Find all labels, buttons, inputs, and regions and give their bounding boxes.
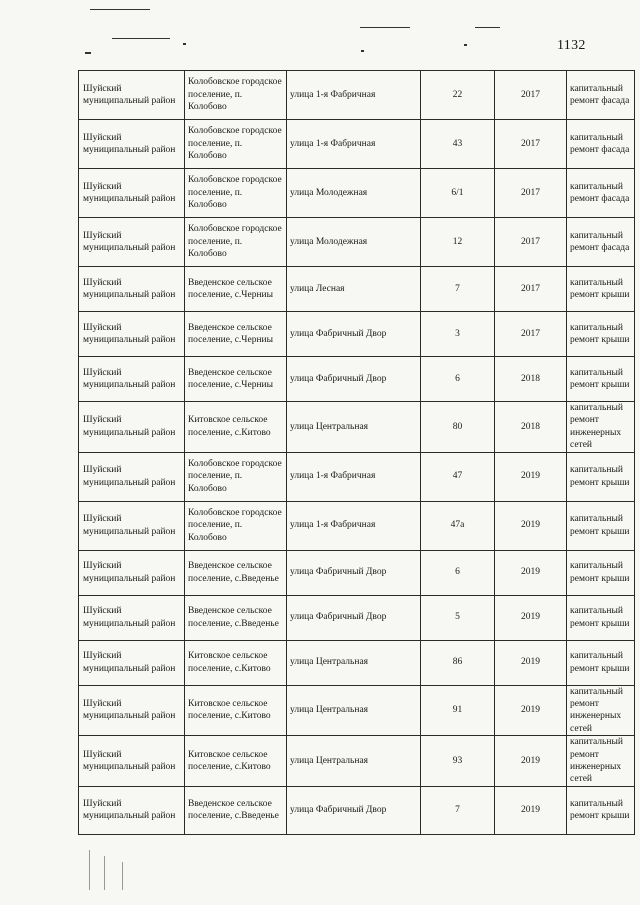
table-row bbox=[79, 640, 635, 685]
house-number-cell: 6 bbox=[421, 357, 495, 402]
year-cell: 2019 bbox=[495, 595, 567, 640]
work-type-cell: капитальный ремонт крыши bbox=[567, 640, 635, 685]
scan-artifact-dot bbox=[183, 43, 186, 45]
street-cell: улица Центральная bbox=[287, 640, 421, 685]
table-row bbox=[79, 169, 635, 218]
year-cell: 2019 bbox=[495, 786, 567, 834]
district-cell: Шуйский муниципальный район bbox=[79, 685, 185, 736]
year-cell: 2017 bbox=[495, 312, 567, 357]
street-cell: улица 1-я Фабричная bbox=[287, 71, 421, 120]
district-cell: Шуйский муниципальный район bbox=[79, 357, 185, 402]
settlement-cell: Введенское сельское поселение, с.Введенье bbox=[185, 595, 287, 640]
district-cell: Шуйский муниципальный район bbox=[79, 71, 185, 120]
work-type-cell: капитальный ремонт крыши bbox=[567, 595, 635, 640]
district-cell: Шуйский муниципальный район bbox=[79, 120, 185, 169]
district-cell: Шуйский муниципальный район bbox=[79, 640, 185, 685]
street-cell: улица Фабричный Двор bbox=[287, 550, 421, 595]
table-row bbox=[79, 685, 635, 736]
scan-artifact-line bbox=[89, 850, 90, 890]
year-cell: 2017 bbox=[495, 120, 567, 169]
settlement-cell: Введенское сельское поселение, с.Черниы bbox=[185, 312, 287, 357]
house-number-cell: 22 bbox=[421, 71, 495, 120]
work-type-cell: капитальный ремонт крыши bbox=[567, 357, 635, 402]
street-cell: улица 1-я Фабричная bbox=[287, 501, 421, 550]
house-number-cell: 47 bbox=[421, 452, 495, 501]
table-row bbox=[79, 218, 635, 267]
housing-repair-table bbox=[78, 70, 635, 835]
year-cell: 2019 bbox=[495, 452, 567, 501]
work-type-cell: капитальный ремонт крыши bbox=[567, 452, 635, 501]
table-row bbox=[79, 120, 635, 169]
year-cell: 2018 bbox=[495, 357, 567, 402]
scan-artifact-line bbox=[112, 38, 170, 39]
district-cell: Шуйский муниципальный район bbox=[79, 218, 185, 267]
scan-artifact-line bbox=[360, 27, 410, 28]
scan-artifact-line bbox=[104, 856, 105, 890]
street-cell: улица 1-я Фабричная bbox=[287, 120, 421, 169]
work-type-cell: капитальный ремонт инженерных сетей bbox=[567, 685, 635, 736]
house-number-cell: 91 bbox=[421, 685, 495, 736]
district-cell: Шуйский муниципальный район bbox=[79, 267, 185, 312]
table-row bbox=[79, 595, 635, 640]
street-cell: улица Молодежная bbox=[287, 218, 421, 267]
house-number-cell: 80 bbox=[421, 402, 495, 453]
settlement-cell: Введенское сельское поселение, с.Введенье bbox=[185, 786, 287, 834]
settlement-cell: Введенское сельское поселение, с.Черниы bbox=[185, 267, 287, 312]
year-cell: 2019 bbox=[495, 501, 567, 550]
work-type-cell: капитальный ремонт крыши bbox=[567, 312, 635, 357]
year-cell: 2017 bbox=[495, 71, 567, 120]
house-number-cell: 86 bbox=[421, 640, 495, 685]
settlement-cell: Колобовское городское поселение, п. Колобово bbox=[185, 169, 287, 218]
district-cell: Шуйский муниципальный район bbox=[79, 550, 185, 595]
settlement-cell: Колобовское городское поселение, п. Колобово bbox=[185, 120, 287, 169]
district-cell: Шуйский муниципальный район bbox=[79, 312, 185, 357]
district-cell: Шуйский муниципальный район bbox=[79, 595, 185, 640]
scan-artifact-dot bbox=[464, 44, 467, 46]
settlement-cell: Колобовское городское поселение, п. Колобово bbox=[185, 452, 287, 501]
work-type-cell: капитальный ремонт фасада bbox=[567, 120, 635, 169]
house-number-cell: 47а bbox=[421, 501, 495, 550]
table-row bbox=[79, 71, 635, 120]
settlement-cell: Введенское сельское поселение, с.Черниы bbox=[185, 357, 287, 402]
house-number-cell: 7 bbox=[421, 267, 495, 312]
table-body bbox=[79, 71, 635, 835]
settlement-cell: Колобовское городское поселение, п. Колобово bbox=[185, 501, 287, 550]
street-cell: улица Фабричный Двор bbox=[287, 357, 421, 402]
work-type-cell: капитальный ремонт крыши bbox=[567, 786, 635, 834]
district-cell: Шуйский муниципальный район bbox=[79, 402, 185, 453]
work-type-cell: капитальный ремонт фасада bbox=[567, 218, 635, 267]
table-row bbox=[79, 501, 635, 550]
housing-repair-table-container bbox=[78, 70, 634, 835]
street-cell: улица 1-я Фабричная bbox=[287, 452, 421, 501]
table-row bbox=[79, 357, 635, 402]
work-type-cell: капитальный ремонт фасада bbox=[567, 71, 635, 120]
house-number-cell: 43 bbox=[421, 120, 495, 169]
page-number: 1132 bbox=[557, 38, 586, 53]
work-type-cell: капитальный ремонт фасада bbox=[567, 169, 635, 218]
table-row bbox=[79, 550, 635, 595]
house-number-cell: 5 bbox=[421, 595, 495, 640]
year-cell: 2019 bbox=[495, 736, 567, 787]
street-cell: улица Лесная bbox=[287, 267, 421, 312]
district-cell: Шуйский муниципальный район bbox=[79, 501, 185, 550]
district-cell: Шуйский муниципальный район bbox=[79, 736, 185, 787]
street-cell: улица Центральная bbox=[287, 402, 421, 453]
scan-artifact-line bbox=[475, 27, 500, 28]
street-cell: улица Фабричный Двор bbox=[287, 595, 421, 640]
house-number-cell: 3 bbox=[421, 312, 495, 357]
work-type-cell: капитальный ремонт инженерных сетей bbox=[567, 402, 635, 453]
street-cell: улица Молодежная bbox=[287, 169, 421, 218]
year-cell: 2019 bbox=[495, 685, 567, 736]
table-row bbox=[79, 312, 635, 357]
settlement-cell: Колобовское городское поселение, п. Колобово bbox=[185, 71, 287, 120]
work-type-cell: капитальный ремонт крыши bbox=[567, 267, 635, 312]
year-cell: 2019 bbox=[495, 640, 567, 685]
table-row bbox=[79, 736, 635, 787]
year-cell: 2018 bbox=[495, 402, 567, 453]
street-cell: улица Центральная bbox=[287, 736, 421, 787]
year-cell: 2017 bbox=[495, 169, 567, 218]
year-cell: 2017 bbox=[495, 267, 567, 312]
house-number-cell: 6 bbox=[421, 550, 495, 595]
settlement-cell: Колобовское городское поселение, п. Колобово bbox=[185, 218, 287, 267]
year-cell: 2019 bbox=[495, 550, 567, 595]
scan-artifact-line bbox=[90, 9, 150, 10]
district-cell: Шуйский муниципальный район bbox=[79, 786, 185, 834]
street-cell: улица Центральная bbox=[287, 685, 421, 736]
table-row bbox=[79, 267, 635, 312]
settlement-cell: Китовское сельское поселение, с.Китово bbox=[185, 640, 287, 685]
settlement-cell: Китовское сельское поселение, с.Китово bbox=[185, 736, 287, 787]
settlement-cell: Китовское сельское поселение, с.Китово bbox=[185, 402, 287, 453]
district-cell: Шуйский муниципальный район bbox=[79, 452, 185, 501]
table-row bbox=[79, 402, 635, 453]
work-type-cell: капитальный ремонт инженерных сетей bbox=[567, 736, 635, 787]
settlement-cell: Введенское сельское поселение, с.Введенье bbox=[185, 550, 287, 595]
work-type-cell: капитальный ремонт крыши bbox=[567, 501, 635, 550]
house-number-cell: 12 bbox=[421, 218, 495, 267]
scan-artifact-dot bbox=[361, 50, 364, 52]
scan-artifact-dot bbox=[85, 52, 91, 54]
table-row bbox=[79, 452, 635, 501]
street-cell: улица Фабричный Двор bbox=[287, 312, 421, 357]
house-number-cell: 7 bbox=[421, 786, 495, 834]
settlement-cell: Китовское сельское поселение, с.Китово bbox=[185, 685, 287, 736]
work-type-cell: капитальный ремонт крыши bbox=[567, 550, 635, 595]
table-row bbox=[79, 786, 635, 834]
scan-artifact-line bbox=[122, 862, 123, 890]
house-number-cell: 6/1 bbox=[421, 169, 495, 218]
year-cell: 2017 bbox=[495, 218, 567, 267]
district-cell: Шуйский муниципальный район bbox=[79, 169, 185, 218]
street-cell: улица Фабричный Двор bbox=[287, 786, 421, 834]
house-number-cell: 93 bbox=[421, 736, 495, 787]
